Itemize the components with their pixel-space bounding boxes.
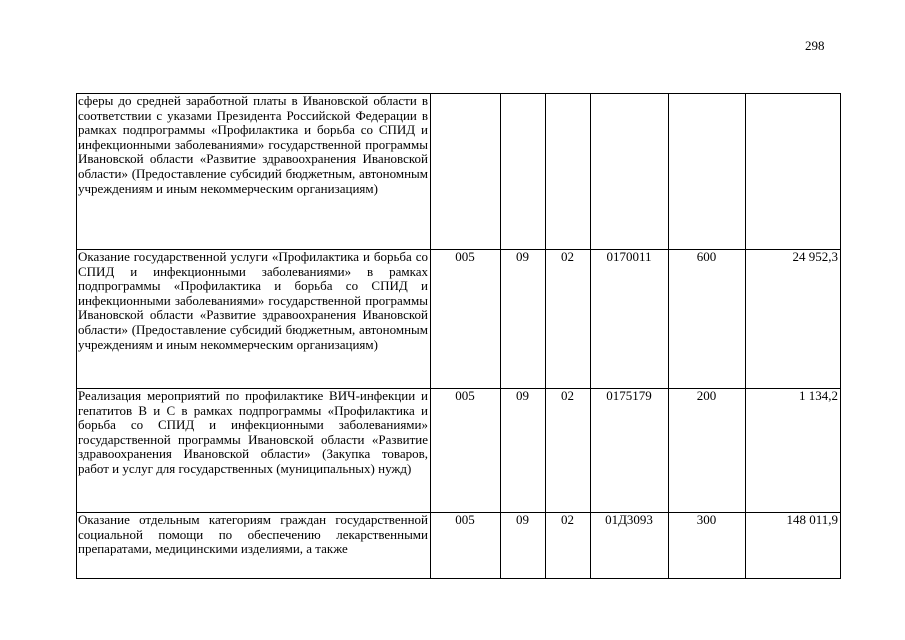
ministry-code-cell: 005	[431, 250, 501, 389]
row-description: сферы до средней заработной платы в Ивановской области в соответствии с указами Президента Российской Федерации в рамках подпрограммы «Профилактика и борьба со СПИД и инфекционными заболеваниями» государственной программы Ивановской области «Развитие здравоохранения Ивановской области» (Предоставление субсидий бюджетным, автономным учреждениям и иным некоммерческим организациям)	[78, 94, 428, 196]
table-row	[77, 513, 841, 579]
amount-cell: 1 134,2	[746, 389, 841, 513]
row-description-cell	[77, 513, 431, 579]
section-code-cell	[501, 94, 546, 250]
ministry-code-cell: 005	[431, 389, 501, 513]
expense-type-cell: 600	[669, 250, 746, 389]
page-number: 298	[805, 38, 825, 53]
subsection-code-cell	[546, 94, 591, 250]
row-description: Оказание государственной услуги «Профилактика и борьба со СПИД и инфекционными заболеваниями» в рамках подпрограммы «Профилактика и борьба со СПИД и инфекционными заболеваниями» государственной программы Ивановской области «Развитие здравоохранения Ивановской области» (Предоставление субсидий бюджетным, автономным учреждениям и иным некоммерческим организациям)	[78, 250, 428, 352]
table-row	[77, 389, 841, 513]
row-description-cell	[77, 389, 431, 513]
budget-table	[76, 93, 841, 579]
ministry-code-cell: 005	[431, 513, 501, 579]
section-code-cell: 09	[501, 250, 546, 389]
subsection-code-cell: 02	[546, 513, 591, 579]
subsection-code-cell: 02	[546, 389, 591, 513]
row-description: Оказание отдельным категориям граждан государственной социальной помощи по обеспечению лекарственными препаратами, медицинскими изделиями, а также	[78, 513, 428, 557]
row-description: Реализация мероприятий по профилактике ВИЧ-инфекции и гепатитов В и С в рамках подпрограммы «Профилактика и борьба со СПИД и инфекционными заболеваниями» государственной программы Ивановской области «Развитие здравоохранения Ивановской области» (Закупка товаров, работ и услуг для государственных (муниципальных) нужд)	[78, 389, 428, 476]
expense-type-cell	[669, 94, 746, 250]
row-description-cell	[77, 250, 431, 389]
table-row	[77, 94, 841, 250]
section-code-cell: 09	[501, 513, 546, 579]
section-code-cell: 09	[501, 389, 546, 513]
amount-cell: 148 011,9	[746, 513, 841, 579]
row-description-cell	[77, 94, 431, 250]
ministry-code-cell	[431, 94, 501, 250]
subsection-code-cell: 02	[546, 250, 591, 389]
expense-type-cell: 200	[669, 389, 746, 513]
target-article-cell	[591, 94, 669, 250]
target-article-cell: 01Д3093	[591, 513, 669, 579]
table-row	[77, 250, 841, 389]
target-article-cell: 0170011	[591, 250, 669, 389]
target-article-cell: 0175179	[591, 389, 669, 513]
expense-type-cell: 300	[669, 513, 746, 579]
amount-cell: 24 952,3	[746, 250, 841, 389]
amount-cell	[746, 94, 841, 250]
